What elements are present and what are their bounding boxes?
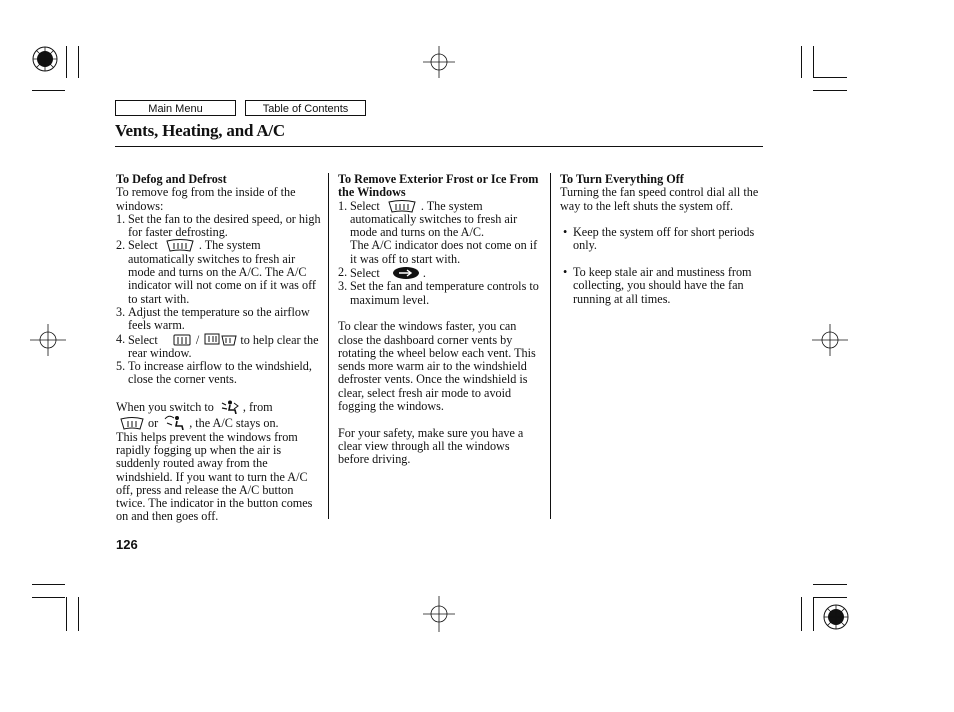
- note-text: When you switch to: [116, 400, 214, 415]
- note-text: or: [148, 416, 159, 431]
- note-text: , the A/C stays on.: [189, 416, 279, 431]
- bullet-text: To keep stale air and mustiness from collecting, you should have the fan running at all times.: [573, 265, 752, 306]
- step-text: Select: [350, 198, 380, 213]
- crop-mark: [813, 77, 847, 78]
- fresh-air-mode-icon: [391, 266, 421, 280]
- note-text: This helps prevent the windows from rapidly fogging up when the air is suddenly routed away from the windshield. If you want to turn the A/C off, press and release the A/C button twice. The indicator in the button comes on and then goes off.: [116, 429, 313, 524]
- crosshair-mark-icon: [421, 46, 457, 78]
- step-number: 2.: [116, 238, 126, 253]
- windshield-defrost-icon: [163, 239, 197, 252]
- step-text: Adjust the temperature so the airflow feels warm.: [128, 304, 310, 333]
- column-defog-defrost: [116, 173, 322, 524]
- list-item: [560, 226, 764, 253]
- step-text: to help clear the rear window.: [128, 332, 319, 360]
- list-item: [338, 200, 542, 240]
- section-heading: To Defog and Defrost: [116, 172, 227, 186]
- rear-defrost-icon: [173, 334, 191, 347]
- column-turn-off: [560, 173, 764, 306]
- bullet: •: [563, 225, 568, 240]
- paragraph: To clear the windows faster, you can close the dashboard corner vents by rotating the wheel below each vent. This sends more warm air to the windshield defroster vents. Once the windshield is clear, select fresh air mode to avoid fogging the windows.: [338, 319, 536, 414]
- crop-mark: [813, 46, 814, 78]
- page-title: Vents, Heating, and A/C: [115, 121, 285, 140]
- main-menu-button[interactable]: Main Menu: [115, 100, 236, 116]
- bullet-text: Keep the system off for short periods only.: [573, 225, 755, 253]
- crop-mark: [813, 584, 847, 585]
- registration-starburst-icon: [823, 604, 849, 630]
- slash-separator: /: [195, 332, 200, 347]
- list-item: [116, 239, 322, 305]
- section-heading: To Turn Everything Off: [560, 172, 684, 186]
- title-rule: [115, 146, 763, 147]
- bullet: •: [563, 265, 568, 280]
- crop-mark: [32, 90, 65, 91]
- step-text: . The system automatically switches to fresh air mode and turns on the A/C. The A/C indicator will not come on if it was off to start with.: [128, 238, 316, 306]
- list-item: [116, 333, 322, 361]
- list-item: [560, 266, 764, 306]
- crop-mark: [32, 597, 65, 598]
- step-text: To increase airflow to the windshield, close the corner vents.: [128, 359, 312, 387]
- step-text: .: [422, 266, 426, 281]
- crosshair-mark-icon: [30, 322, 66, 358]
- list-item: [338, 239, 542, 266]
- step-number: 4.: [116, 331, 126, 346]
- step-number: 1.: [116, 211, 126, 226]
- crop-mark: [32, 584, 65, 585]
- crop-mark: [813, 90, 847, 91]
- windshield-defrost-icon: [385, 200, 419, 213]
- list-item: [338, 280, 542, 307]
- step-text: Set the fan and temperature controls to maximum level.: [350, 279, 539, 307]
- list-item: [116, 360, 322, 387]
- crosshair-mark-icon: [812, 322, 848, 358]
- step-text: Select: [350, 266, 380, 281]
- step-text: Select: [128, 238, 158, 253]
- step-number: 1.: [338, 198, 348, 213]
- recirculation-icon: [163, 414, 187, 430]
- crop-mark: [66, 597, 67, 631]
- column-divider: [328, 173, 329, 519]
- floor-defrost-alt-icon: [118, 417, 146, 430]
- step-text: Select: [128, 332, 158, 347]
- crop-mark: [78, 597, 79, 631]
- crop-mark: [801, 46, 802, 78]
- column-divider: [550, 173, 551, 519]
- registration-starburst-icon: [32, 46, 58, 72]
- crop-mark: [813, 597, 814, 631]
- step-number: 3.: [338, 279, 348, 294]
- crop-mark: [66, 46, 67, 78]
- page-number: 126: [116, 537, 138, 552]
- paragraph: To remove fog from the inside of the windows:: [116, 185, 296, 213]
- note-text: , from: [242, 400, 273, 415]
- mirror-defrost-icon: [204, 333, 238, 347]
- crop-mark: [78, 46, 79, 78]
- list-item: [338, 266, 542, 280]
- paragraph: Turning the fan speed control dial all the way to the left shuts the system off.: [560, 185, 759, 213]
- crop-mark: [813, 597, 847, 598]
- step-text: . The system automatically switches to fresh air mode and turns on the A/C.: [350, 198, 518, 240]
- list-item: [116, 306, 322, 333]
- step-text: The A/C indicator does not come on if it was off to start with.: [350, 238, 538, 266]
- step-number: 5.: [116, 359, 126, 374]
- note-paragraph: [116, 400, 322, 524]
- step-number: 3.: [116, 304, 126, 319]
- paragraph: For your safety, make sure you have a clear view through all the windows before driving.: [338, 425, 524, 467]
- list-item: [116, 213, 322, 240]
- column-exterior-frost: [338, 173, 542, 467]
- floor-defrost-mode-icon: [219, 400, 241, 414]
- crop-mark: [801, 597, 802, 631]
- step-text: Set the fan to the desired speed, or high for faster defrosting.: [128, 211, 321, 240]
- table-of-contents-button[interactable]: Table of Contents: [245, 100, 366, 116]
- step-number: 2.: [338, 265, 348, 280]
- section-heading: To Remove Exterior Frost or Ice From the Windows: [338, 172, 539, 200]
- crosshair-mark-icon: [421, 596, 457, 632]
